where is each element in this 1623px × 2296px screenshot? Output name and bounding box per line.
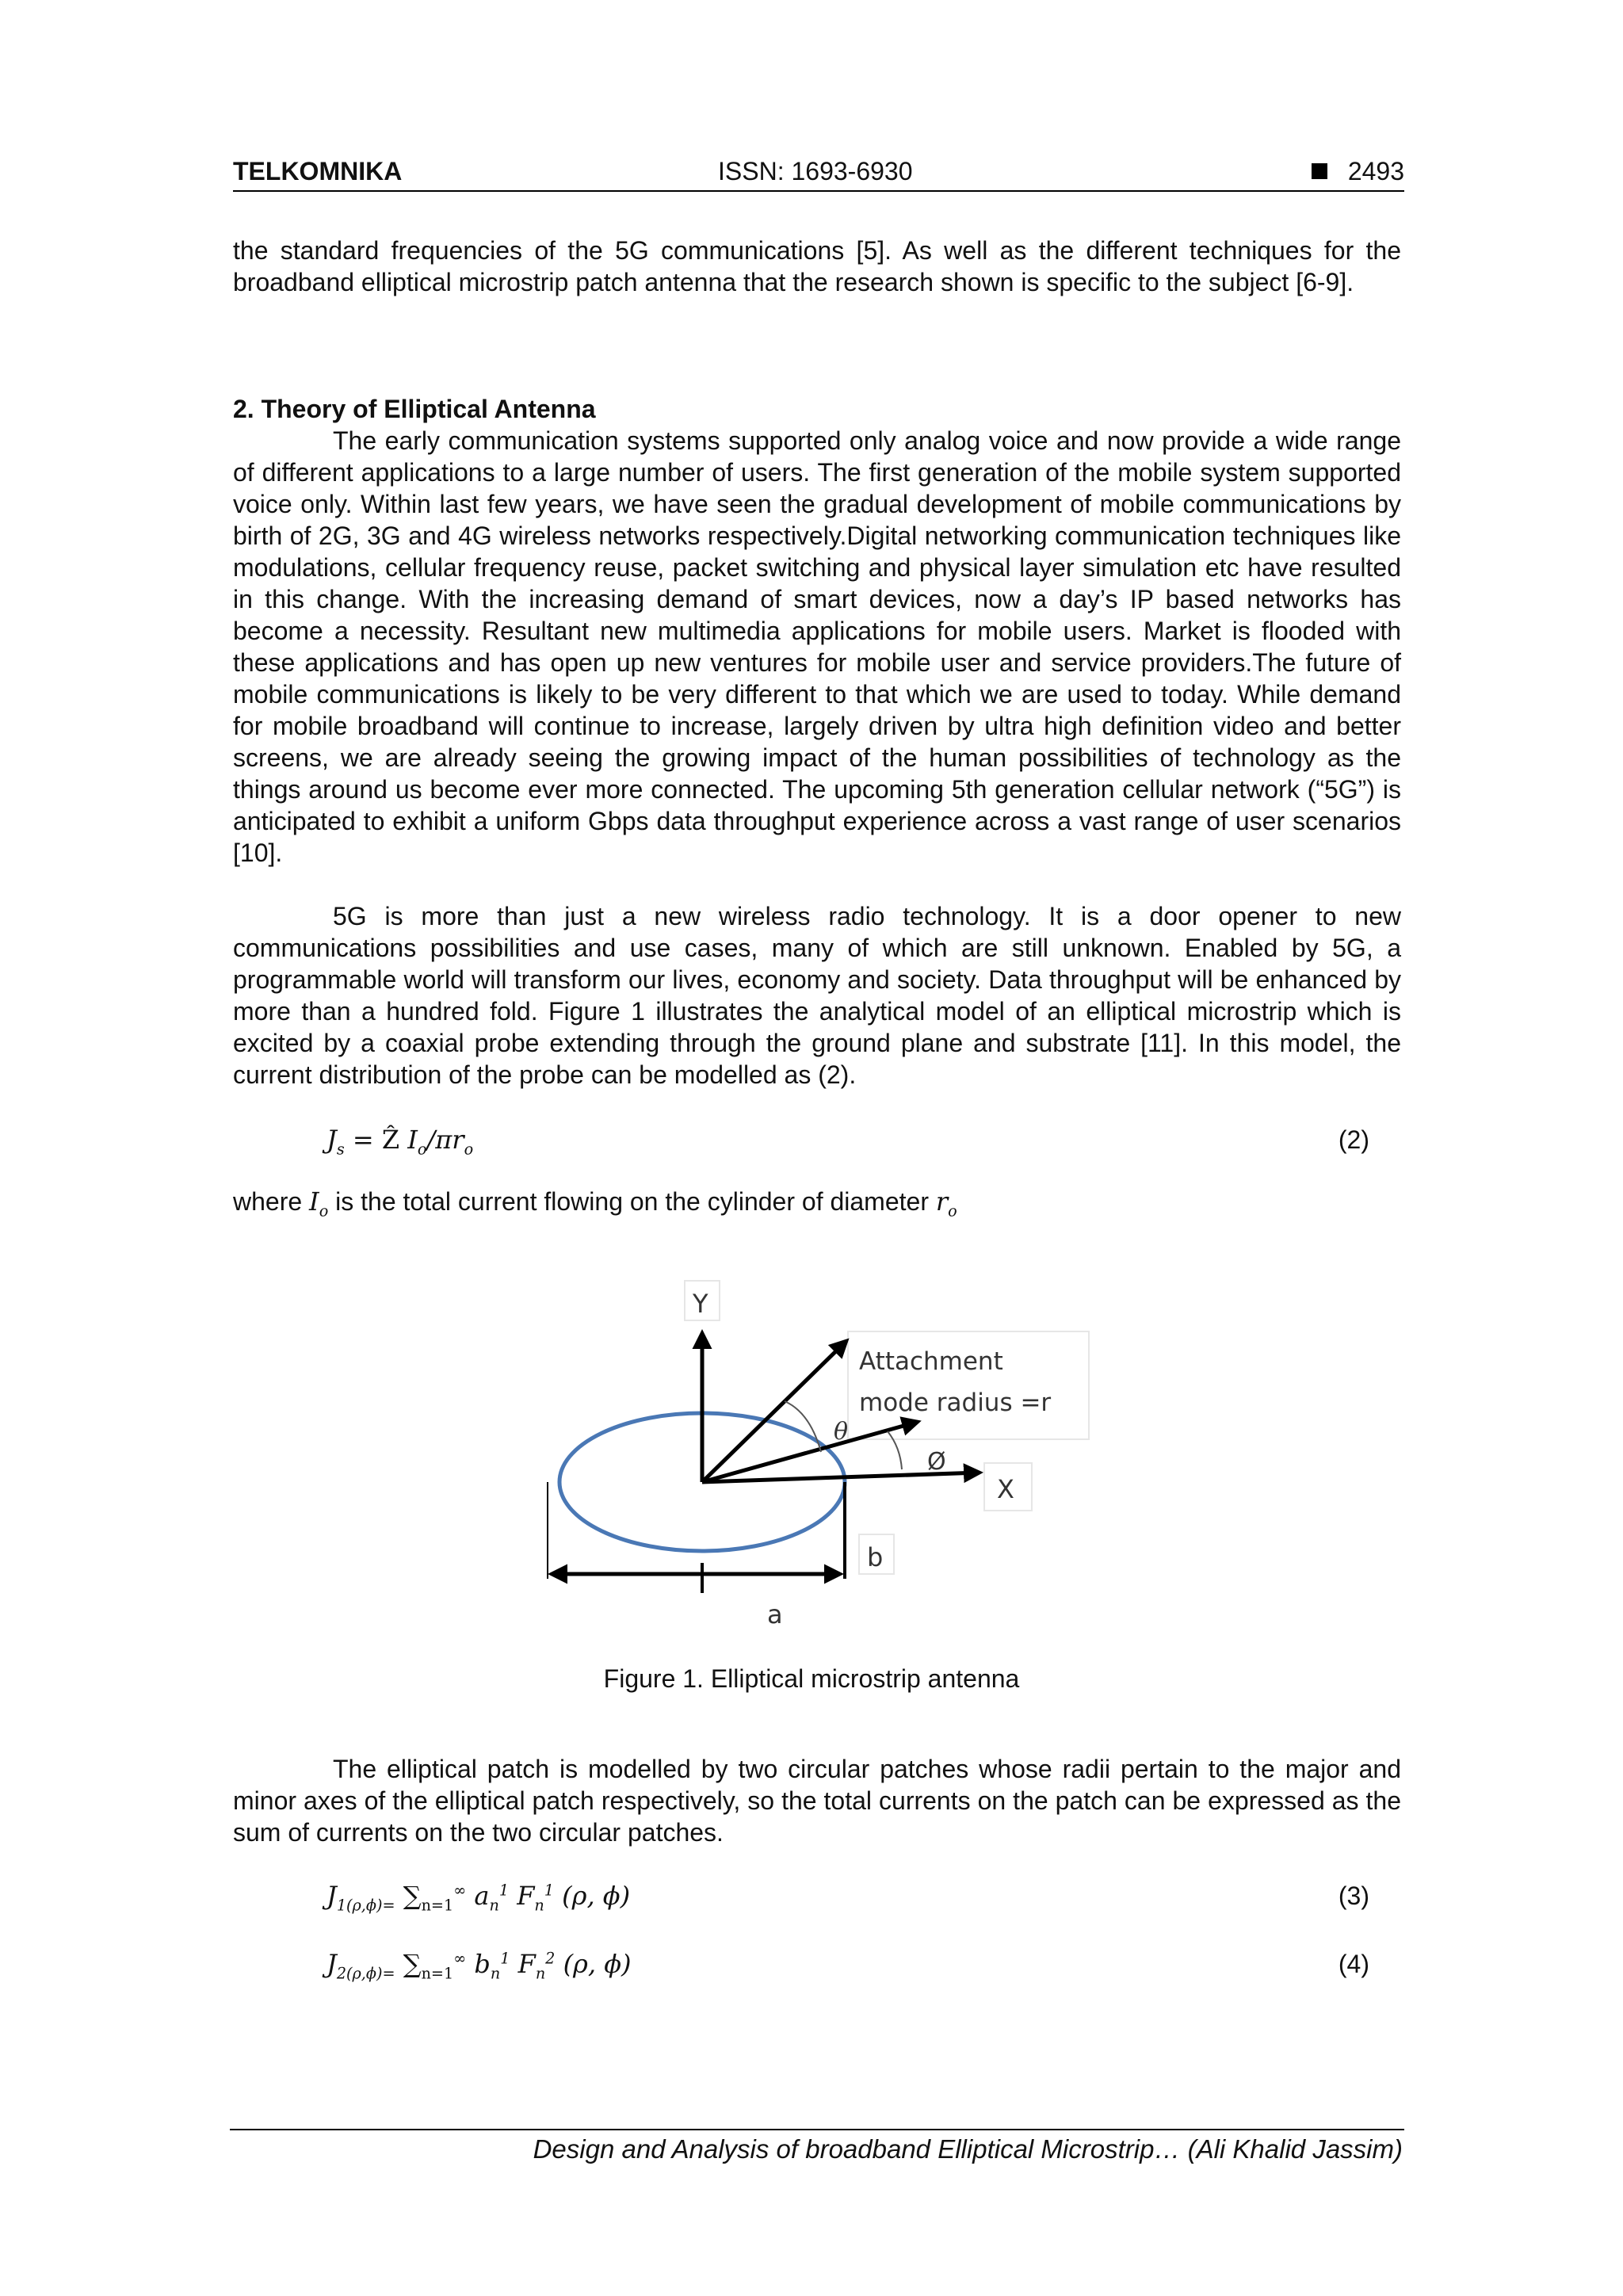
footer-text: Design and Analysis of broadband Elliptical Microstrip… (Ali Khalid Jassim) <box>533 2134 1403 2164</box>
where-line <box>233 1186 1401 1221</box>
a-label: a <box>767 1599 783 1629</box>
symbol-ro: $r_o$ <box>935 1186 957 1221</box>
square-bullet-icon <box>1312 163 1327 179</box>
footer-rule <box>230 2129 1404 2130</box>
section-title: 2. Theory of Elliptical Antenna <box>233 395 596 423</box>
equation-2: $J_s$ = Ẑ $I_o/\pi r_o$ <box>327 1125 474 1159</box>
equation-4: $J_{2(\rho,\phi)=}$ $\sum_{n=1}^\infty$ $b_n^1$ $F_n^2$ (ρ, ϕ) <box>327 1949 632 1983</box>
symbol-io: $I_o$ <box>309 1186 329 1221</box>
equation-4-number: (4) <box>1338 1950 1369 1978</box>
section-paragraph-2: 5G is more than just a new wireless radio technology. It is a door opener to new communications possibilities and use cases, many of which are still unknown. Enabled by 5G, a programmable world will transform our lives, economy and society. Data throughput will be enhanced by more than a hundred fold. Figure 1 illustrates the analytical model of an elliptical microstrip which is excited by a coaxial probe extending through the ground plane and substrate [11]. In this model, the current distribution of the probe can be modelled as (2). <box>233 902 1401 1089</box>
where-prefix: where <box>233 1187 310 1216</box>
elliptical-antenna-figure <box>547 1268 1094 1633</box>
paragraph-3: The elliptical patch is modelled by two circular patches whose radii pertain to the major and minor axes of the elliptical patch respectively, so the total currents on the patch can be expressed as the sum of currents on the two circular patches. <box>233 1755 1401 1847</box>
journal-name: TELKOMNIKA <box>233 157 403 185</box>
attachment-label-line1: Attachment <box>859 1347 1003 1376</box>
figure-caption: Figure 1. Elliptical microstrip antenna <box>603 1664 1020 1693</box>
phi-arc <box>888 1431 902 1469</box>
x-axis-label: X <box>997 1474 1014 1504</box>
section-paragraph-1: The early communication systems supported only analog voice and now provide a wide range of different applications to a large number of users. The first generation of the mobile system supported voice only. Within last few years, we have seen the gradual development of mobile communications by birth of 2G, 3G and 4G wireless networks respectively.Digital networking communication techniques like modulations, cellular frequency reuse, packet switching and physical layer simulation etc have resulted in this change. With the increasing demand of smart devices, now a day’s IP based networks has become a necessity. Resultant new multimedia applications for mobile users. Market is flooded with these applications and has open up new ventures for mobile user and service providers.The future of mobile communications is likely to be very different to that which we are used to today. While demand for mobile broadband will continue to increase, largely driven by ultra high definition video and better screens, we are already seeing the growing impact of the human possibilities of technology as the things around us become ever more connected. The upcoming 5th generation cellular network (“5G”) is anticipated to exhibit a uniform Gbps data throughput experience across a vast range of user scenarios [10]. <box>233 426 1401 867</box>
equation-2-number: (2) <box>1338 1125 1369 1154</box>
attachment-label-line2: mode radius =r <box>859 1389 1052 1417</box>
phi-label: Ø <box>927 1448 946 1476</box>
b-label: b <box>867 1542 884 1572</box>
theta-label: θ <box>834 1418 849 1446</box>
issn: ISSN: 1693-6930 <box>718 157 913 185</box>
page-number-block <box>1312 155 1404 187</box>
page-number: 2493 <box>1347 157 1404 185</box>
header-rule <box>233 190 1404 192</box>
y-axis-label: Y <box>693 1289 708 1319</box>
where-middle: is the total current flowing on the cylinder of diameter <box>328 1187 936 1216</box>
intro-paragraph: the standard frequencies of the 5G communications [5]. As well as the different techniques for the broadband elliptical microstrip patch antenna that the research shown is specific to the subject [6-9]. <box>233 236 1401 296</box>
equation-3: $J_{1(\rho,\phi)=}$ $\sum_{n=1}^\infty$ $a_n^1$ $F_n^1$ (ρ, ϕ) <box>327 1881 631 1915</box>
equation-3-number: (3) <box>1338 1881 1369 1910</box>
